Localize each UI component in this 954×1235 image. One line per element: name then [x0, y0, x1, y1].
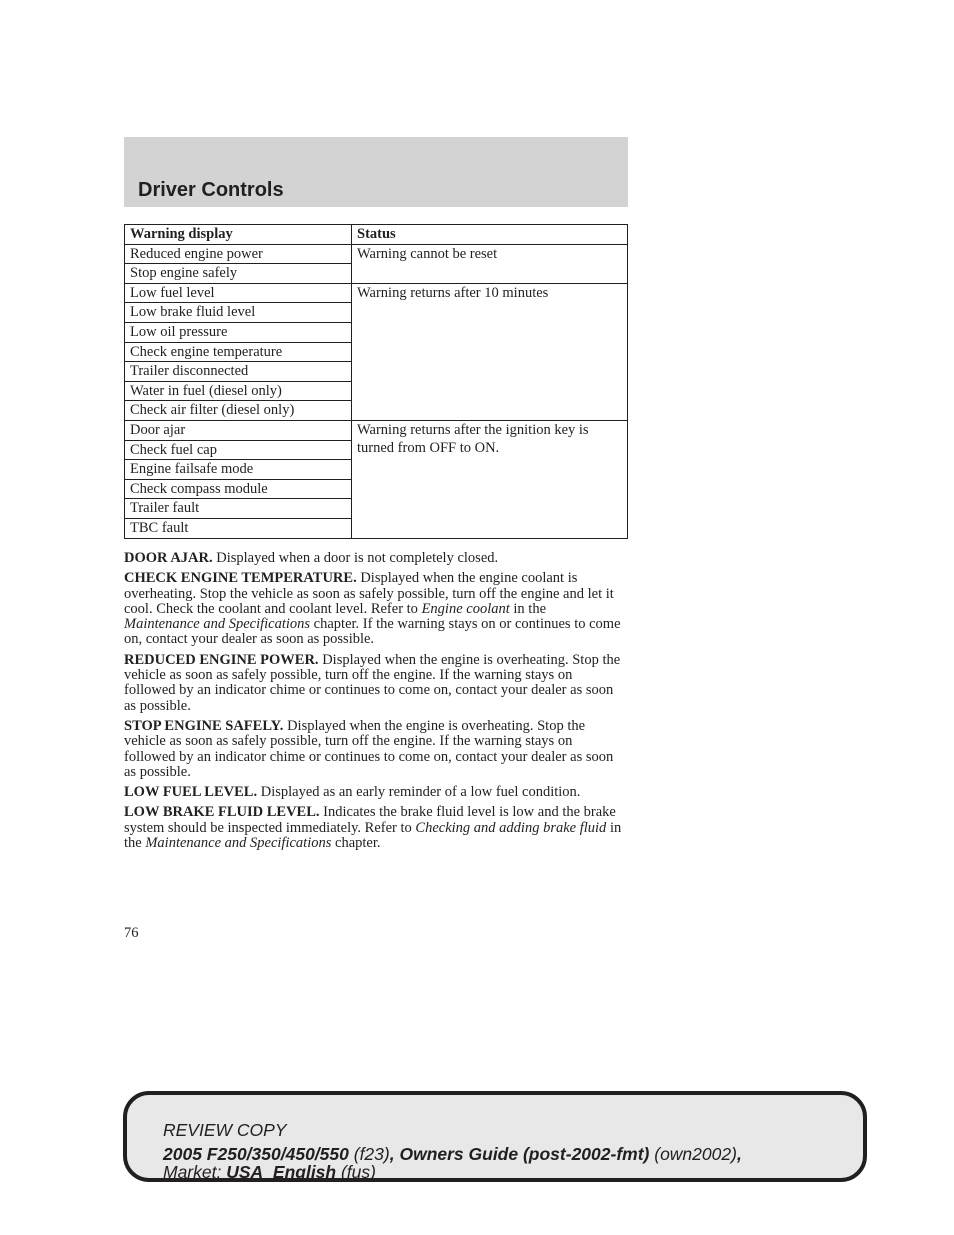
separator: ,	[389, 1144, 400, 1164]
paragraph-title: LOW FUEL LEVEL.	[124, 784, 258, 801]
market-name: USA_English	[226, 1162, 337, 1182]
warning-cell: Low fuel level	[125, 283, 352, 303]
warning-cell: Engine failsafe mode	[125, 460, 352, 480]
model-name: 2005 F250/350/450/550	[163, 1144, 349, 1164]
table-row	[125, 283, 628, 303]
status-cell: Warning returns after the ignition key is turned from OFF to ON.	[352, 420, 628, 538]
paragraph-text: chapter.	[331, 835, 381, 852]
paragraph-text: Indicates the brake fluid level is low and the brake system should be inspected immediately. Refer to	[124, 804, 616, 836]
paragraph-text: in the	[509, 600, 547, 617]
page-number: 76	[124, 925, 139, 941]
warning-cell: Stop engine safely	[125, 264, 352, 284]
review-copy-label: REVIEW COPY	[163, 1120, 287, 1140]
warning-cell: Check air filter (diesel only)	[125, 401, 352, 421]
cross-reference: Engine coolant	[421, 600, 510, 617]
review-model-line	[163, 1144, 742, 1164]
chapter-reference: Maintenance and Specifications	[145, 835, 332, 852]
paragraph-text: Displayed when a door is not completely closed.	[212, 550, 499, 566]
table-row	[125, 420, 628, 440]
warning-cell: Low oil pressure	[125, 322, 352, 342]
warning-cell: Check fuel cap	[125, 440, 352, 460]
paragraph-check-engine-temperature	[124, 571, 624, 647]
warning-cell: Trailer fault	[125, 499, 352, 519]
paragraph-door-ajar	[124, 551, 624, 566]
warning-cell: Trailer disconnected	[125, 362, 352, 382]
warning-cell: Reduced engine power	[125, 244, 352, 264]
warning-cell: Door ajar	[125, 420, 352, 440]
body-text	[124, 551, 624, 856]
paragraph-title: DOOR AJAR.	[124, 550, 213, 566]
paragraph-text: Displayed as an early reminder of a low fuel condition.	[257, 784, 581, 801]
status-cell: Warning cannot be reset	[352, 244, 628, 283]
cross-reference: Checking and adding brake fluid	[415, 819, 607, 836]
paragraph-text: in the	[124, 819, 622, 852]
market-code: (fus)	[336, 1162, 376, 1182]
status-cell: Warning returns after 10 minutes	[352, 283, 628, 420]
review-market-line	[163, 1162, 376, 1182]
paragraph-text: Displayed when the engine is overheating. Stop the vehicle as soon as safely possible, turn off the engine. If the warning stays on followed by an indicator chime or continues to come on, contact your dealer as soon as possible.	[124, 651, 621, 714]
paragraph-title: STOP ENGINE SAFELY.	[124, 717, 284, 734]
warning-cell: Low brake fluid level	[125, 303, 352, 323]
paragraph-text: Displayed when the engine coolant is overheating. Stop the vehicle as soon as safely possible, turn off the engine and let it cool. Check the coolant and coolant level. Refer to	[124, 570, 614, 617]
column-header-warning: Warning display	[125, 225, 352, 245]
paragraph-reduced-engine-power	[124, 653, 624, 714]
chapter-reference: Maintenance and Specifications	[124, 616, 311, 633]
warning-cell: TBC fault	[125, 518, 352, 538]
model-code: (f23)	[348, 1144, 390, 1164]
paragraph-title: LOW BRAKE FLUID LEVEL.	[124, 804, 320, 821]
table-header-row	[125, 225, 628, 245]
guide-code: (own2002)	[649, 1144, 737, 1164]
paragraph-title: CHECK ENGINE TEMPERATURE.	[124, 570, 357, 587]
warning-display-table	[124, 224, 628, 539]
paragraph-stop-engine-safely	[124, 719, 624, 780]
separator: ,	[736, 1144, 742, 1164]
warning-cell: Check engine temperature	[125, 342, 352, 362]
warning-cell: Check compass module	[125, 479, 352, 499]
review-copy-box	[123, 1091, 867, 1182]
table-row	[125, 244, 628, 264]
market-label: Market:	[163, 1162, 227, 1182]
paragraph-text: chapter. If the warning stays on or continues to come on, contact your dealer as soon as possible.	[124, 616, 621, 648]
paragraph-text: Displayed when the engine is overheating. Stop the vehicle as soon as safely possible, turn off the engine. If the warning stays on followed by an indicator chime or continues to come on, contact your dealer as soon as possible.	[124, 717, 614, 780]
section-title: Driver Controls	[138, 179, 284, 201]
warning-cell: Water in fuel (diesel only)	[125, 381, 352, 401]
guide-name: Owners Guide (post-2002-fmt)	[399, 1144, 650, 1164]
paragraph-low-brake-fluid-level	[124, 805, 624, 851]
paragraph-title: REDUCED ENGINE POWER.	[124, 651, 319, 668]
column-header-status: Status	[352, 225, 628, 245]
paragraph-low-fuel-level	[124, 785, 624, 800]
section-header-bar	[124, 137, 628, 207]
